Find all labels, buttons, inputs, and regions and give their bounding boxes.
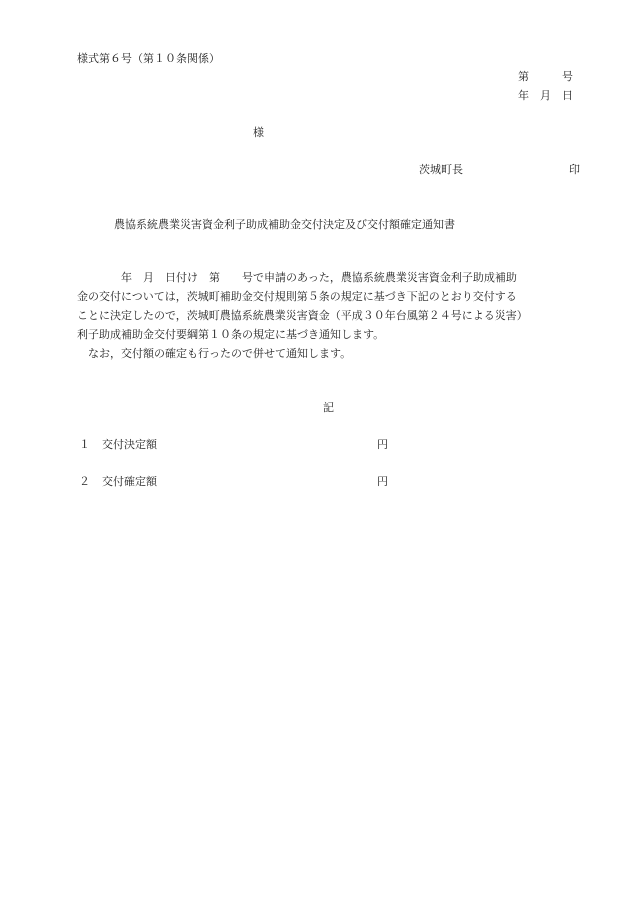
document-title: 農協系統農業災害資金利子助成補助金交付決定及び交付額確定通知書 xyxy=(114,218,455,231)
body-line: なお，交付額の確定も行ったので併せて通知します。 xyxy=(77,347,352,360)
issuer-name: 茨城町長 xyxy=(419,163,463,176)
body-line: 利子助成補助金交付要綱第１０条の規定に基づき通知します。 xyxy=(77,328,385,341)
body-line: ことに決定したので，茨城町農協系統農業災害資金（平成３０年台風第２４号による災害） xyxy=(77,309,528,322)
body-line: 金の交付については，茨城町補助金交付規則第５条の規定に基づき下記のとおり交付する xyxy=(77,290,517,303)
document-date: 年 月 日 xyxy=(518,89,573,102)
body-paragraph xyxy=(77,268,589,363)
document-number: 第 号 xyxy=(518,70,573,83)
item-number: ２ xyxy=(79,475,90,488)
addressee-suffix: 様 xyxy=(253,126,264,139)
body-line: 年 月 日付け 第 号で申請のあった，農協系統農業災害資金利子助成補助 xyxy=(77,271,517,284)
seal-mark: 印 xyxy=(569,163,580,176)
item-unit: 円 xyxy=(377,438,388,451)
item-number: １ xyxy=(79,438,90,451)
ki-heading: 記 xyxy=(323,401,334,414)
form-label: 様式第６号（第１０条関係） xyxy=(77,52,220,65)
item-label: 交付確定額 xyxy=(102,475,157,488)
item-label: 交付決定額 xyxy=(102,438,157,451)
item-unit: 円 xyxy=(377,475,388,488)
